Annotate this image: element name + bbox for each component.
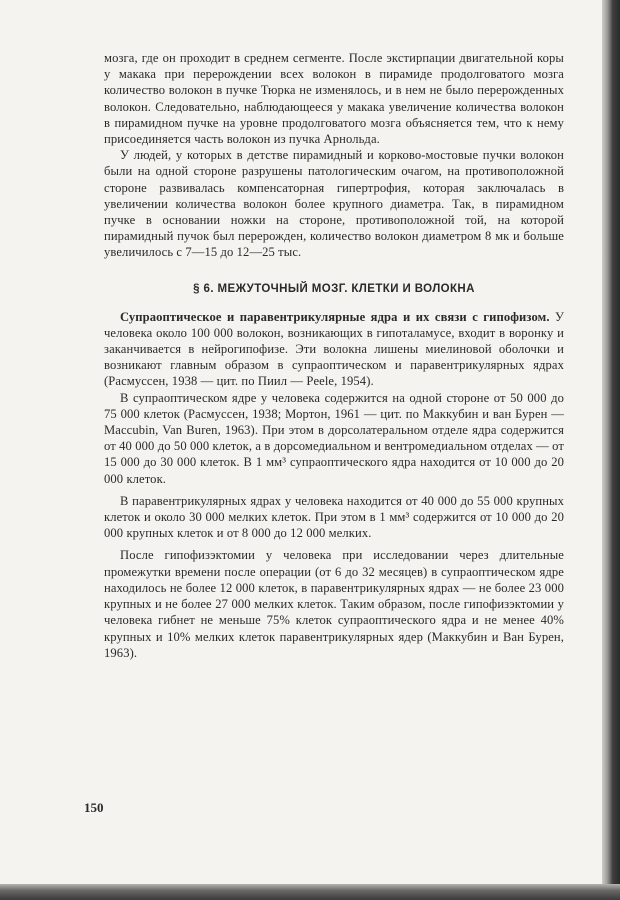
book-bottom-edge: [0, 884, 620, 900]
paragraph-2: У людей, у которых в детстве пирамидный и корково-мостовые пучки волокон были на одной стороне разрушены патологическим очагом, на противоположной стороне развивалась компенсаторная гипертрофия, которая заключалась в увеличении количества волокон более крупного диаметра. Так, в пирамидном пучке в основании ножки на стороне, противоположной той, на которой пирамидный пучок был перерожден, количество волокон диаметром 8 мк и больше увеличилось с 7—15 до 12—25 тыс.: [104, 148, 564, 260]
paragraph-3: [104, 309, 564, 390]
book-spine-shadow: [602, 0, 620, 900]
paragraph-1: мозга, где он проходит в среднем сегменте. После экстирпации двигательной коры у макака при перерождении всех волокон в пирамиде продолговатого мозга количество волокон в пучке Тюрка не изменялось, и в нем не было перерожденных волокон. Следовательно, наблюдающееся у макака увеличение количества волокон в пирамидном пучке на уровне продолговатого мозга объясняется тем, что к нему присоединяется часть волокон из пучка Арнольда.: [104, 51, 564, 147]
subsection-lead-bold: Супраоптическое и паравентрикулярные ядра и их связи с гипофизом.: [120, 309, 550, 324]
paragraph-4: В супраоптическом ядре у человека содержится на одной стороне от 50 000 до 75 000 клеток (Расмуссен, 1938; Мортон, 1961 — цит. по Маккубин и ван Бурен — Maccubin, Van Buren, 1963). При этом в дорсолатеральном отделе ядра содержится от 40 000 до 50 000 клеток, а в дорсомедиальном и вентромедиальном отделах — от 15 000 до 30 000 клеток. В 1 мм³ супраоптического ядра находится от 10 000 до 20 000 клеток.: [104, 390, 564, 486]
page-number: 150: [84, 800, 104, 815]
paragraph-6: После гипофизэктомии у человека при исследовании через длительные промежутки времени после операции (от 6 до 32 месяцев) в супраоптическом ядре находилось не более 12 000 клеток, в паравентрикулярных ядрах — не более 23 000 крупных и не более 27 000 мелких клеток. Таким образом, после гипофизэктомии у человека гибнет не меньше 75% клеток супраоптического ядра и не менее 40% крупных и 10% мелких клеток паравентрикулярных ядер (Маккубин и Ван Бурен, 1963).: [104, 548, 564, 660]
paragraph-5: В паравентрикулярных ядрах у человека находится от 40 000 до 55 000 крупных клеток и около 30 000 мелких клеток. При этом в 1 мм³ содержится от 10 000 до 20 000 крупных клеток и от 8 000 до 12 000 мелких.: [104, 493, 564, 541]
section-heading: § 6. МЕЖУТОЧНЫЙ МОЗГ. КЛЕТКИ И ВОЛОКНА: [193, 282, 475, 295]
page-text-block: [104, 50, 564, 661]
subsection-lead-text: У человека около 100 000 волокон, возникающих в гипоталамусе, входит в воронку и заканчивается в нейрогипофизе. Эти волокна лишены миелиновой оболочки и возникают главным образом в супраоптическом и паравентрикулярных ядрах (Расмуссен, 1938 — цит. по Пиил — Peele, 1954).: [104, 309, 565, 389]
